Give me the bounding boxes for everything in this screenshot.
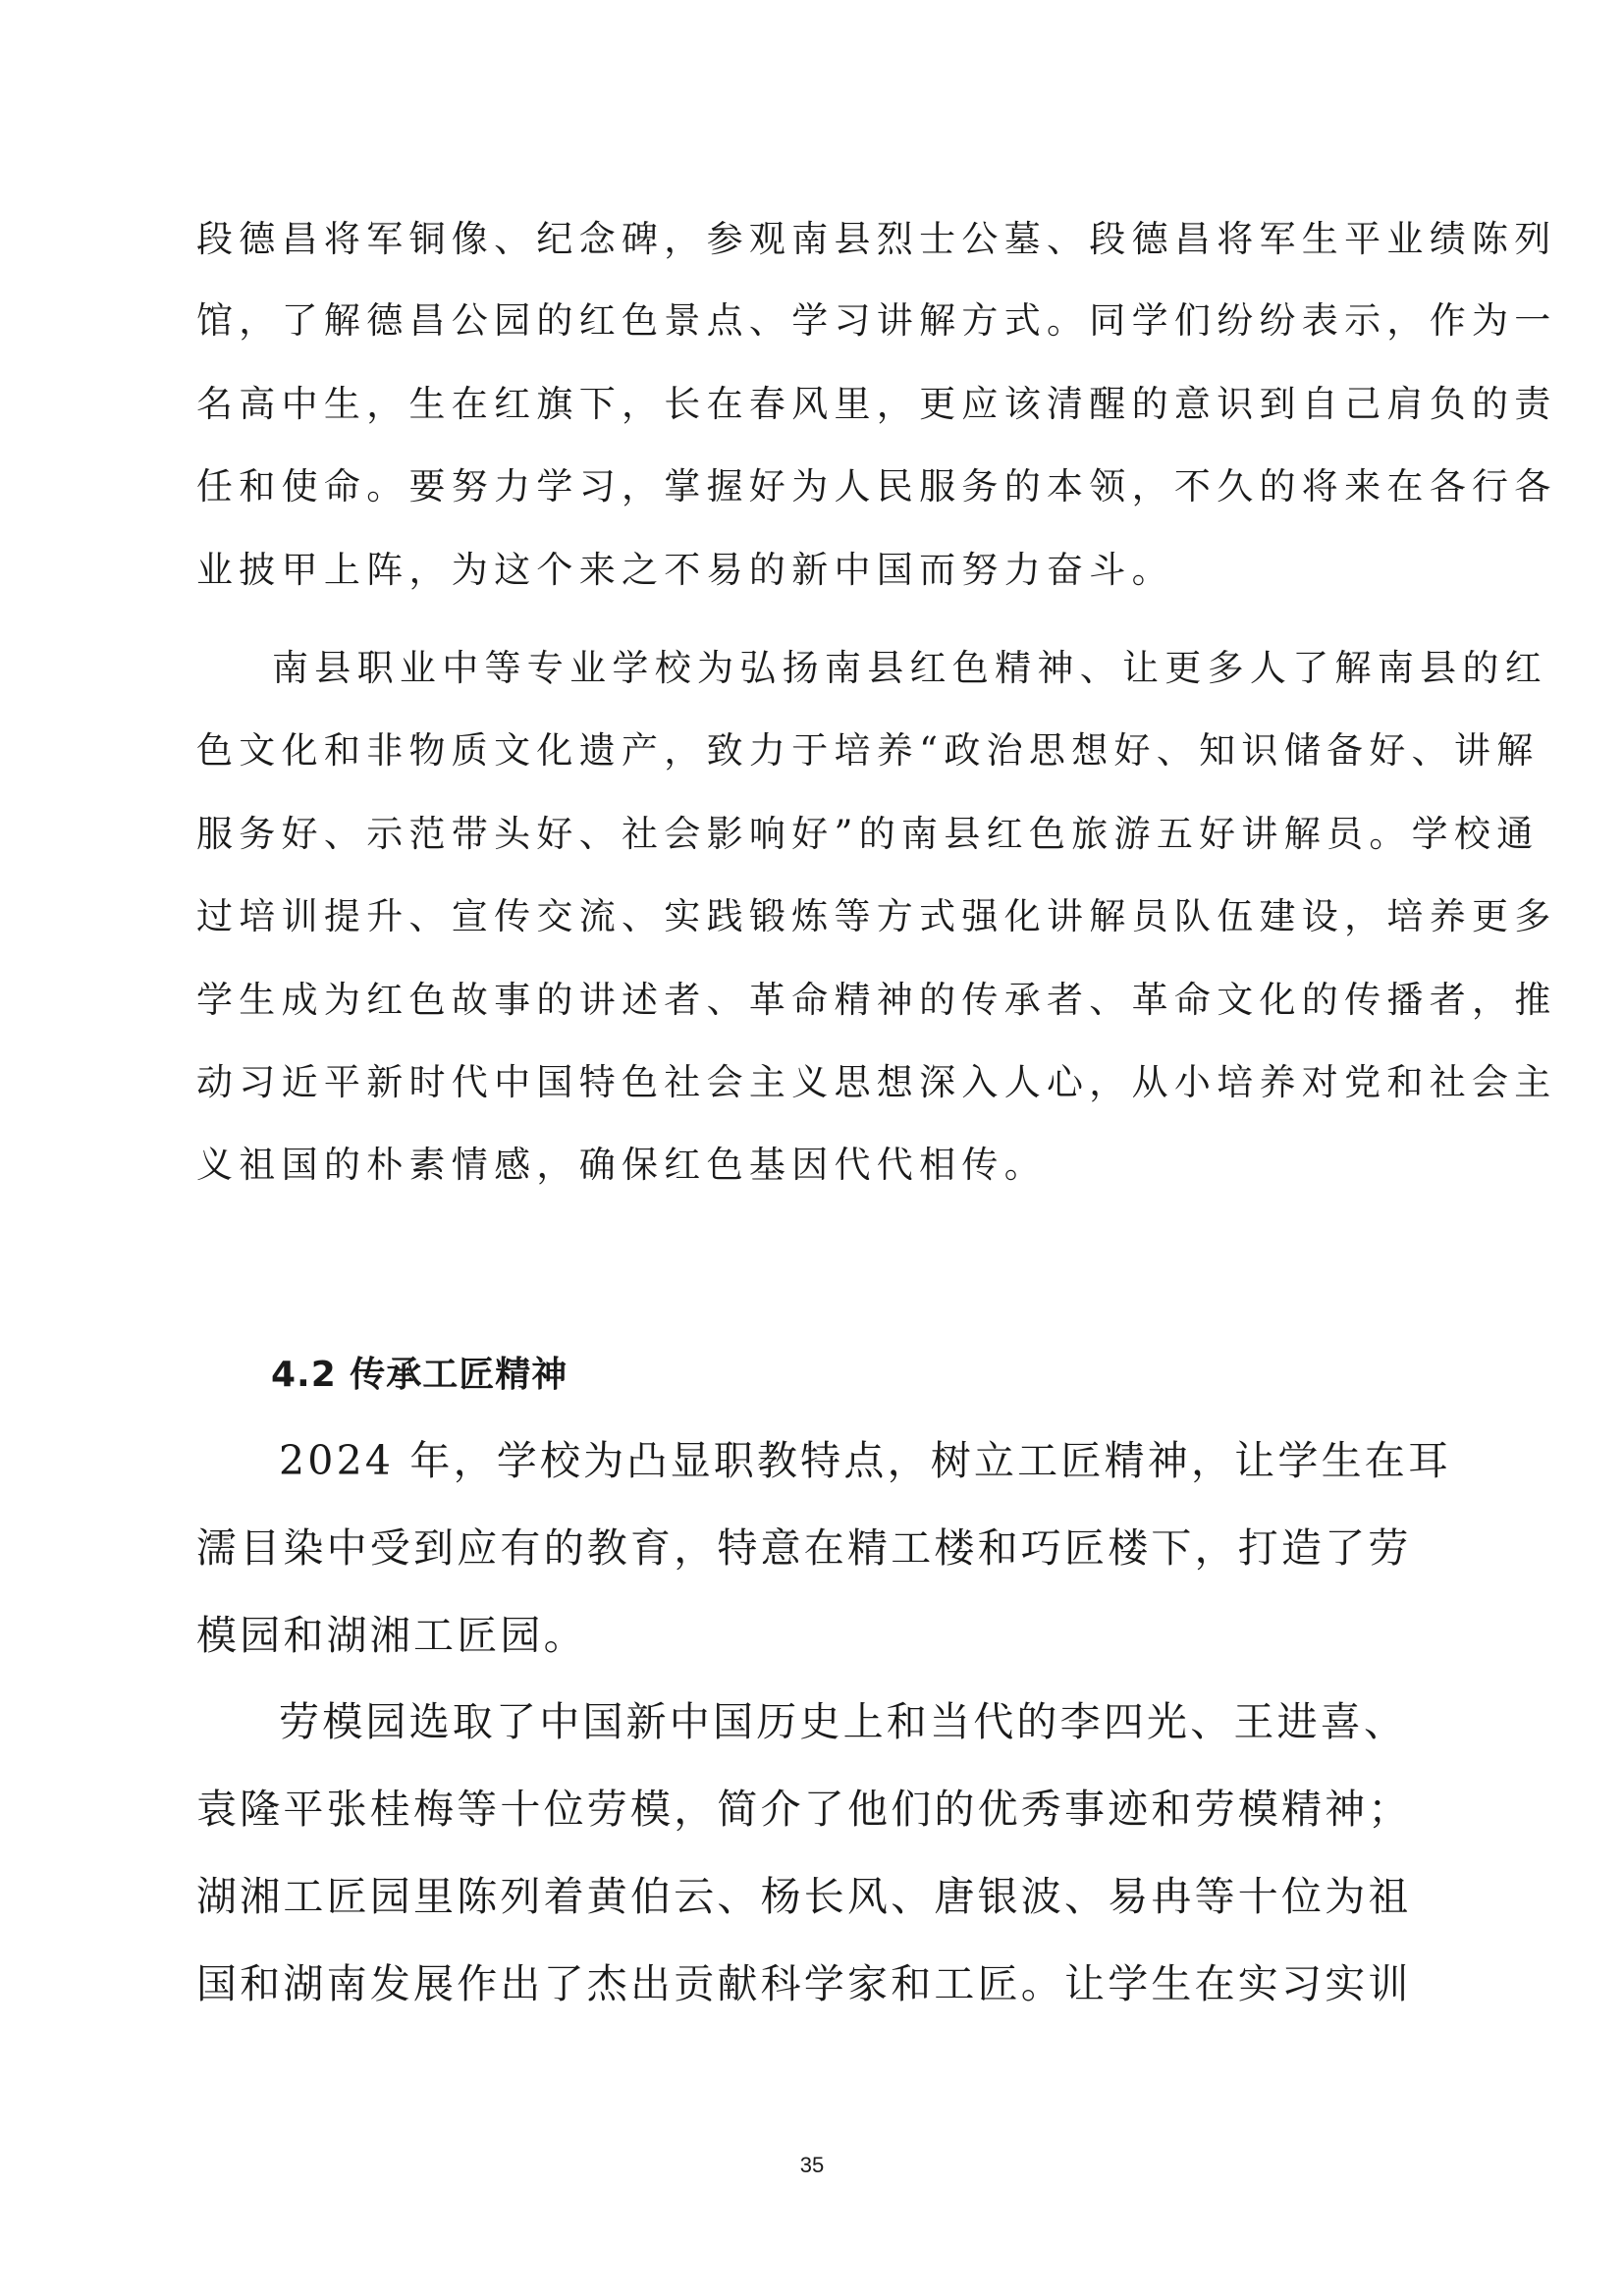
paragraph-2-line-6: 动习近平新时代中国特色社会主义思想深入人心，从小培养对党和社会主 [196,1061,1557,1103]
paragraph-4-line-3: 湖湘工匠园里陈列着黄伯云、杨长风、唐银波、易冉等十位为祖 [196,1873,1412,1920]
paragraph-1-line-1: 段德昌将军铜像、纪念碑，参观南县烈士公墓、段德昌将军生平业绩陈列 [196,218,1557,260]
paragraph-1-line-2: 馆，了解德昌公园的红色景点、学习讲解方式。同学们纷纷表示，作为一 [196,299,1557,342]
page-number: 35 [799,2153,825,2177]
paragraph-4-line-1: 劳模园选取了中国新中国历史上和当代的李四光、王进喜、 [279,1698,1408,1745]
paragraph-3-line-1: 2024 年，学校为凸显职教特点，树立工匠精神，让学生在耳 [279,1437,1452,1484]
paragraph-2-line-5: 学生成为红色故事的讲述者、革命精神的传承者、革命文化的传播者，推 [196,979,1557,1021]
paragraph-2-line-4: 过培训提升、宣传交流、实践锻炼等方式强化讲解员队伍建设，培养更多 [196,895,1557,937]
paragraph-2-line-3: 服务好、示范带头好、社会影响好”的南县红色旅游五好讲解员。学校通 [196,813,1540,855]
paragraph-1-line-5: 业披甲上阵，为这个来之不易的新中国而努力奋斗。 [196,549,1174,591]
paragraph-4-line-2: 袁隆平张桂梅等十位劳模，简介了他们的优秀事迹和劳模精神； [196,1786,1412,1833]
paragraph-2-line-7: 义祖国的朴素情感，确保红色基因代代相传。 [196,1144,1047,1186]
paragraph-4-line-4: 国和湖南发展作出了杰出贡献科学家和工匠。让学生在实习实训 [196,1960,1412,2007]
section-heading: 4.2 传承工匠精神 [271,1355,568,1395]
paragraph-3-line-2: 濡目染中受到应有的教育，特意在精工楼和巧匠楼下，打造了劳 [196,1524,1412,1572]
paragraph-1-line-4: 任和使命。要努力学习，掌握好为人民服务的本领，不久的将来在各行各 [196,465,1557,507]
paragraph-1-line-3: 名高中生，生在红旗下，长在春风里，更应该清醒的意识到自己肩负的责 [196,383,1557,425]
paragraph-2-line-2: 色文化和非物质文化遗产，致力于培养“政治思想好、知识储备好、讲解 [196,729,1540,772]
paragraph-2-line-1: 南县职业中等专业学校为弘扬南县红色精神、让更多人了解南县的红 [272,647,1547,689]
paragraph-3-line-3: 模园和湖湘工匠园。 [196,1612,587,1659]
